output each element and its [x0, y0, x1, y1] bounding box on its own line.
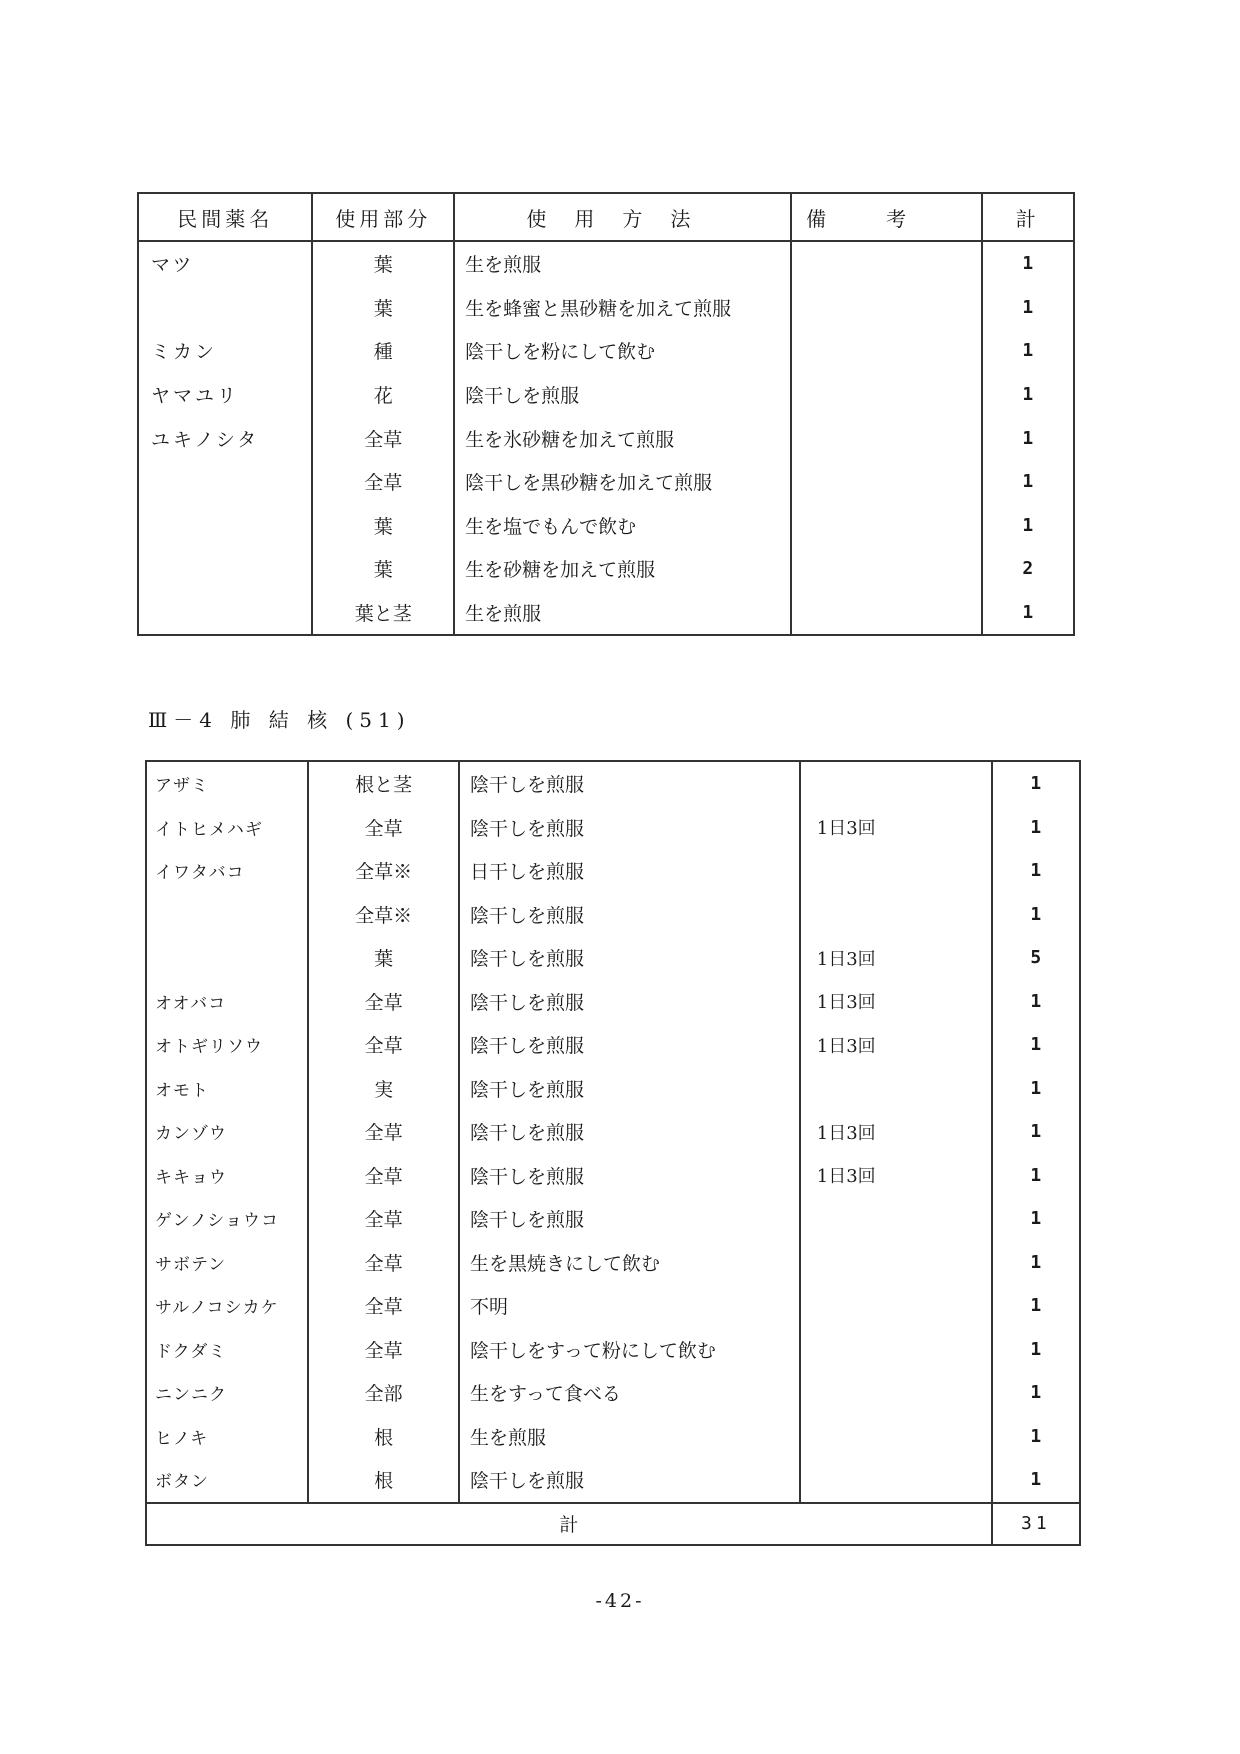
remarks-cell: 1日3回 — [800, 1023, 992, 1067]
table-row — [146, 1458, 1080, 1503]
header-usage-method: 使用方法 — [454, 193, 791, 241]
count-cell: 1 — [982, 241, 1074, 286]
usage-method-cell: 生を黒焼きにして飲む — [459, 1241, 800, 1285]
remarks-cell: 1日3回 — [800, 936, 992, 980]
usage-method-cell: 陰干しを煎服 — [459, 1154, 800, 1198]
usage-method-cell: 陰干しを煎服 — [459, 761, 800, 806]
count-cell: 1 — [992, 1415, 1080, 1459]
count-cell: 1 — [992, 1067, 1080, 1111]
part-used-cell: 全草 — [312, 460, 454, 504]
remedy-name-cell — [138, 504, 312, 548]
remarks-cell — [800, 761, 992, 806]
remedy-name-cell — [138, 286, 312, 330]
count-cell: 1 — [992, 1110, 1080, 1154]
remarks-cell — [791, 547, 982, 591]
usage-method-cell: 陰干しを粉にして飲む — [454, 329, 791, 373]
remarks-cell — [800, 1458, 992, 1503]
remarks-cell — [791, 241, 982, 286]
count-cell: 1 — [992, 1458, 1080, 1503]
table-row — [138, 416, 1074, 460]
part-used-cell: 全草 — [308, 1328, 459, 1372]
count-cell: 2 — [982, 547, 1074, 591]
remedy-name-cell — [138, 591, 312, 636]
count-cell: 1 — [992, 1241, 1080, 1285]
usage-method-cell: 生を氷砂糖を加えて煎服 — [454, 416, 791, 460]
part-used-cell: 全草 — [308, 1284, 459, 1328]
header-count: 計 — [982, 193, 1074, 241]
remedy-name-cell — [138, 460, 312, 504]
header-remedy-name: 民間薬名 — [138, 193, 312, 241]
count-cell: 1 — [992, 893, 1080, 937]
count-cell: 1 — [982, 373, 1074, 417]
usage-method-cell: 陰干しを煎服 — [459, 1110, 800, 1154]
remarks-cell — [800, 1328, 992, 1372]
remedy-name-cell: ボタン — [146, 1458, 308, 1503]
usage-method-cell: 陰干しを煎服 — [459, 936, 800, 980]
table-row — [138, 460, 1074, 504]
remedy-name-cell: サルノコシカケ — [146, 1284, 308, 1328]
table-row — [146, 806, 1080, 850]
part-used-cell: 全草 — [308, 806, 459, 850]
usage-method-cell: 生をすって食べる — [459, 1371, 800, 1415]
usage-method-cell: 生を砂糖を加えて煎服 — [454, 547, 791, 591]
usage-method-cell: 陰干しを煎服 — [459, 1458, 800, 1503]
remarks-cell: 1日3回 — [800, 806, 992, 850]
usage-method-cell: 陰干しを煎服 — [459, 806, 800, 850]
part-used-cell: 全部 — [308, 1371, 459, 1415]
usage-method-cell: 陰干しを煎服 — [454, 373, 791, 417]
table-row — [138, 591, 1074, 636]
remarks-cell — [800, 1415, 992, 1459]
part-used-cell: 葉 — [312, 241, 454, 286]
table-row — [146, 1371, 1080, 1415]
usage-method-cell: 日干しを煎服 — [459, 849, 800, 893]
header-part-used: 使用部分 — [312, 193, 454, 241]
part-used-cell: 実 — [308, 1067, 459, 1111]
usage-method-cell: 不明 — [459, 1284, 800, 1328]
part-used-cell: 葉 — [312, 504, 454, 548]
remedy-name-cell: イワタバコ — [146, 849, 308, 893]
part-used-cell: 葉と茎 — [312, 591, 454, 636]
part-used-cell: 種 — [312, 329, 454, 373]
remarks-cell — [791, 373, 982, 417]
remarks-cell — [800, 849, 992, 893]
table-row — [146, 1328, 1080, 1372]
usage-method-cell: 陰干しを煎服 — [459, 893, 800, 937]
table-row — [146, 1023, 1080, 1067]
remedy-name-cell: アザミ — [146, 761, 308, 806]
count-cell: 1 — [992, 1197, 1080, 1241]
usage-method-cell: 生を煎服 — [459, 1415, 800, 1459]
table-row — [146, 893, 1080, 937]
table-row — [146, 980, 1080, 1024]
part-used-cell: 全草 — [308, 1197, 459, 1241]
part-used-cell: 全草※ — [308, 893, 459, 937]
remedy-name-cell: ゲンノショウコ — [146, 1197, 308, 1241]
usage-method-cell: 生を塩でもんで飲む — [454, 504, 791, 548]
table1-body — [138, 241, 1074, 635]
count-cell: 1 — [992, 1371, 1080, 1415]
part-used-cell: 葉 — [312, 286, 454, 330]
table-row — [146, 1284, 1080, 1328]
count-cell: 1 — [992, 806, 1080, 850]
part-used-cell: 根と茎 — [308, 761, 459, 806]
remarks-cell — [800, 1284, 992, 1328]
count-cell: 1 — [992, 1328, 1080, 1372]
remarks-cell — [791, 591, 982, 636]
remarks-cell — [800, 1241, 992, 1285]
remedy-name-cell: ヤマユリ — [138, 373, 312, 417]
count-cell: 1 — [982, 460, 1074, 504]
usage-method-cell: 陰干しを煎服 — [459, 980, 800, 1024]
part-used-cell: 全草 — [308, 980, 459, 1024]
part-used-cell: 全草※ — [308, 849, 459, 893]
count-cell: 1 — [982, 416, 1074, 460]
table-row — [146, 1415, 1080, 1459]
count-cell: 1 — [992, 761, 1080, 806]
table-row — [138, 373, 1074, 417]
usage-method-cell: 陰干しを煎服 — [459, 1067, 800, 1111]
table-row — [146, 1110, 1080, 1154]
count-cell: 1 — [992, 980, 1080, 1024]
part-used-cell: 根 — [308, 1458, 459, 1503]
part-used-cell: 全草 — [308, 1241, 459, 1285]
part-used-cell: 花 — [312, 373, 454, 417]
count-cell: 1 — [982, 504, 1074, 548]
part-used-cell: 全草 — [312, 416, 454, 460]
table-row — [146, 936, 1080, 980]
remarks-cell — [800, 1067, 992, 1111]
remarks-cell — [791, 416, 982, 460]
count-cell: 1 — [992, 1284, 1080, 1328]
remedy-name-cell — [146, 893, 308, 937]
count-cell: 5 — [992, 936, 1080, 980]
table-row — [146, 1197, 1080, 1241]
remedy-name-cell: キキョウ — [146, 1154, 308, 1198]
total-count: 31 — [992, 1503, 1080, 1545]
remedy-name-cell: ヒノキ — [146, 1415, 308, 1459]
usage-method-cell: 陰干しを煎服 — [459, 1023, 800, 1067]
header-remarks: 備考 — [791, 193, 982, 241]
remarks-cell: 1日3回 — [800, 980, 992, 1024]
usage-method-cell: 陰干しをすって粉にして飲む — [459, 1328, 800, 1372]
table-row — [146, 1154, 1080, 1198]
usage-method-cell: 陰干しを黒砂糖を加えて煎服 — [454, 460, 791, 504]
part-used-cell: 葉 — [312, 547, 454, 591]
remedy-name-cell: カンゾウ — [146, 1110, 308, 1154]
table-row — [146, 849, 1080, 893]
remedy-name-cell: ユキノシタ — [138, 416, 312, 460]
remarks-cell — [791, 504, 982, 548]
usage-method-cell: 生を蜂蜜と黒砂糖を加えて煎服 — [454, 286, 791, 330]
remedy-name-cell: イトヒメハギ — [146, 806, 308, 850]
remedy-name-cell: オモト — [146, 1067, 308, 1111]
remedy-name-cell: ミカン — [138, 329, 312, 373]
table-row — [146, 1067, 1080, 1111]
part-used-cell: 葉 — [308, 936, 459, 980]
remedy-name-cell: サボテン — [146, 1241, 308, 1285]
remarks-cell: 1日3回 — [800, 1110, 992, 1154]
usage-method-cell: 陰干しを煎服 — [459, 1197, 800, 1241]
remedy-table-2 — [145, 760, 1081, 1546]
remarks-cell — [791, 286, 982, 330]
remarks-cell — [791, 460, 982, 504]
part-used-cell: 根 — [308, 1415, 459, 1459]
usage-method-cell: 生を煎服 — [454, 591, 791, 636]
table-row — [138, 241, 1074, 286]
remarks-cell — [800, 893, 992, 937]
remedy-name-cell — [138, 547, 312, 591]
remedy-name-cell: マツ — [138, 241, 312, 286]
table-row — [138, 504, 1074, 548]
table-row — [138, 329, 1074, 373]
table1-header-row — [138, 193, 1074, 241]
count-cell: 1 — [982, 286, 1074, 330]
usage-method-cell: 生を煎服 — [454, 241, 791, 286]
total-row — [146, 1503, 1080, 1545]
remedy-table-1 — [137, 192, 1075, 636]
remarks-cell — [800, 1371, 992, 1415]
remarks-cell — [791, 329, 982, 373]
remedy-name-cell — [146, 936, 308, 980]
table2-body — [146, 761, 1080, 1503]
part-used-cell: 全草 — [308, 1023, 459, 1067]
count-cell: 1 — [982, 329, 1074, 373]
remedy-name-cell: ニンニク — [146, 1371, 308, 1415]
remarks-cell — [800, 1197, 992, 1241]
table-row — [146, 1241, 1080, 1285]
section-title: Ⅲ－4 肺 結 核 (51) — [148, 708, 411, 732]
total-label: 計 — [146, 1503, 992, 1545]
count-cell: 1 — [992, 1154, 1080, 1198]
count-cell: 1 — [982, 591, 1074, 636]
remedy-name-cell: ドクダミ — [146, 1328, 308, 1372]
count-cell: 1 — [992, 1023, 1080, 1067]
remedy-name-cell: オトギリソウ — [146, 1023, 308, 1067]
part-used-cell: 全草 — [308, 1110, 459, 1154]
table-row — [146, 761, 1080, 806]
remarks-cell: 1日3回 — [800, 1154, 992, 1198]
page-number: -42- — [595, 1590, 645, 1612]
part-used-cell: 全草 — [308, 1154, 459, 1198]
count-cell: 1 — [992, 849, 1080, 893]
table-row — [138, 547, 1074, 591]
table-row — [138, 286, 1074, 330]
remedy-name-cell: オオバコ — [146, 980, 308, 1024]
